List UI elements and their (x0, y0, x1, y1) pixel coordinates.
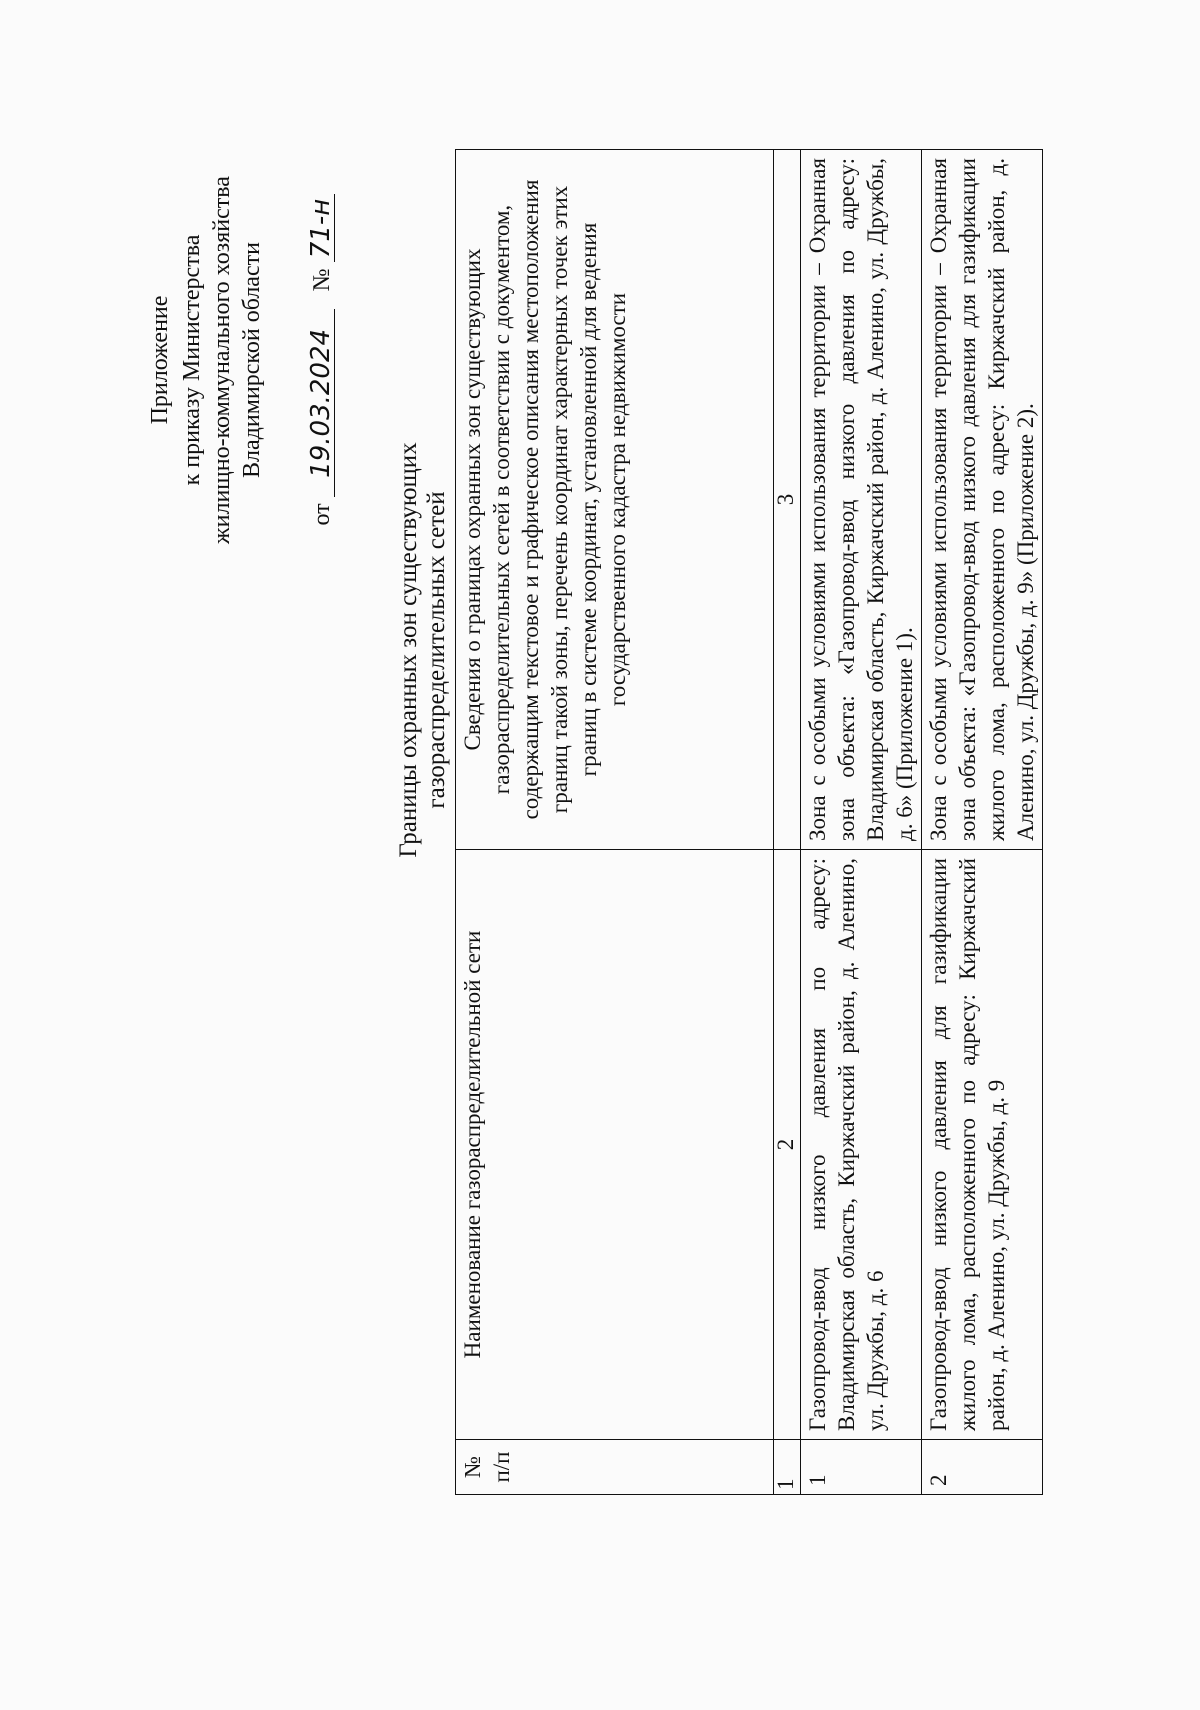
table-row (922, 150, 1043, 1495)
header-line-1: Приложение (147, 295, 173, 425)
header-cell-info: Сведения о границах охранных зон существующих газораспределительных сетей в соответствии с документом, содержащим текстовое и графическое описания местоположения границ такой зоны, перечень координат характерных точек этих границ в системе координат, установленной для ведения государственного кадастра недвижимости (456, 150, 774, 850)
title-line-1: Границы охранных зон существующих (395, 442, 422, 858)
header-line-3: жилищно-коммунального хозяйства (209, 176, 235, 544)
handwritten-date: 19.03.2024 (308, 309, 335, 497)
header-line-4: Владимирской области (239, 242, 265, 478)
zones-table (455, 149, 1043, 1495)
table-header-row (456, 150, 774, 1495)
row-network-name: Газопровод-ввод низкого давления для газификации жилого лома, расположенного по адресу: Киржачский район, д. Аленино, ул. Дружбы, д. 9 (922, 850, 1043, 1440)
row-network-name: Газопровод-ввод низкого давления по адресу: Владимирская область, Киржачский район, д. Аленино, ул. Дружбы, д. 6 (801, 850, 922, 1440)
column-number-3: 3 (774, 150, 801, 850)
table-row (801, 150, 922, 1495)
row-zone-info: Зона с особыми условиями использования территории – Охранная зона объекта: «Газопровод-ввод низкого давления для газификации жилого лома, расположенного по адресу: Киржачский район, д. Аленино, ул. Дружбы, д. 9» (Приложение 2). (922, 150, 1043, 850)
handwritten-number: 71-н (308, 194, 335, 262)
header-line-2: к приказу Министерства (179, 234, 205, 486)
row-number: 1 (801, 1440, 922, 1495)
from-label: от (309, 503, 335, 526)
number-label: № (309, 268, 335, 292)
header-cell-number: № п/п (456, 1440, 774, 1495)
title-line-2: газораспределительных сетей (423, 491, 450, 809)
column-number-2: 2 (774, 850, 801, 1440)
document-title (395, 270, 451, 1030)
column-number-row (774, 150, 801, 1495)
order-header (145, 110, 337, 610)
row-number: 2 (922, 1440, 1043, 1495)
order-date-number (307, 110, 337, 610)
header-cell-name: Наименование газораспределительной сети (456, 850, 774, 1440)
row-zone-info: Зона с особыми условиями использования территории – Охранная зона объекта: «Газопровод-ввод низкого давления по адресу: Владимирская область, Киржачский район, д. Аленино, ул. Дружбы, д. 6» (Приложение 1). (801, 150, 922, 850)
column-number-1: 1 (774, 1440, 801, 1495)
